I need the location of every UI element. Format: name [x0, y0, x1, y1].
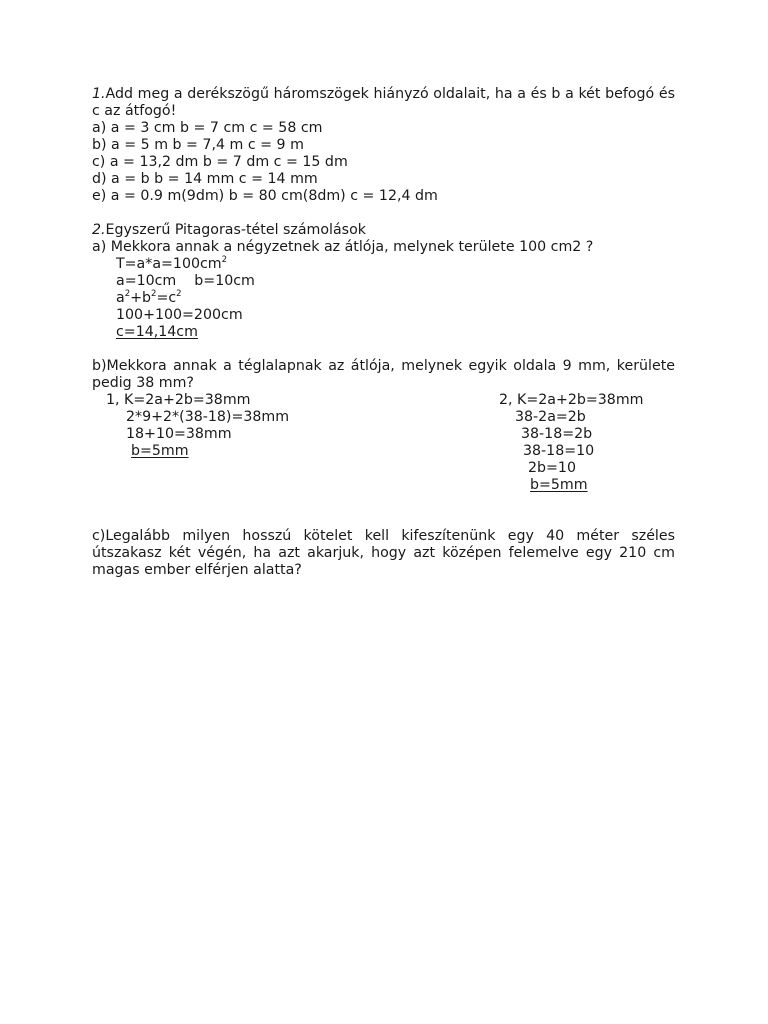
q2a-sum: 100+100=200cm	[116, 307, 243, 323]
q2b-left-line-2: 2*9+2*(38-18)=38mm	[126, 409, 290, 425]
q1-item-c: c) a = 13,2 dm b = 7 dm c = 15 dm	[92, 154, 348, 170]
q2b-question: b)Mekkora annak a téglalapnak az átlója, melynek egyik oldala 9 mm, kerülete pedig 38 mm?	[92, 358, 675, 391]
q2b-right-line-3: 38-18=2b	[521, 426, 593, 442]
q2a-area-formula-text: T=a*a=100cm	[116, 256, 222, 272]
q2-title: Egyszerű Pitagoras-tétel számolások	[105, 222, 366, 238]
q2a-pyth-b: +b	[130, 290, 152, 306]
q1-item-a: a) a = 3 cm b = 7 cm c = 58 cm	[92, 120, 323, 136]
q2b-right-line-1: 2, K=2a+2b=38mm	[499, 392, 644, 408]
q2a-sides: a=10cm b=10cm	[116, 273, 255, 289]
q2a-pyth-c: =c	[156, 290, 177, 306]
q2a-pyth-exp2: 2	[151, 289, 157, 299]
q1-item-b: b) a = 5 m b = 7,4 m c = 9 m	[92, 137, 304, 153]
q2b-right-line-4: 38-18=10	[523, 443, 595, 459]
q1-heading	[92, 86, 675, 120]
q2b-left-result: b=5mm	[131, 443, 189, 459]
q2a-area-formula	[116, 256, 227, 273]
q2-heading	[92, 222, 366, 239]
q2a-pyth-exp3: 2	[176, 289, 182, 299]
q1-number: 1.	[92, 86, 106, 102]
q2b-right-result: b=5mm	[530, 477, 588, 493]
q2-number: 2.	[92, 222, 106, 238]
q2a-area-formula-exponent: 2	[221, 255, 228, 265]
q1-item-d: d) a = b b = 14 mm c = 14 mm	[92, 171, 318, 187]
q2b-right-line-2: 38-2a=2b	[515, 409, 586, 425]
q1-text: Add meg a derékszögű háromszögek hiányzó oldalait, ha a és b a két befogó és c az átfogó!	[92, 86, 675, 119]
q2a-pyth-a: a	[116, 290, 125, 306]
q2a-pythagoras-formula	[116, 290, 182, 307]
q2a-pyth-exp1: 2	[124, 289, 131, 299]
q2c-question: c)Legalább milyen hosszú kötelet kell kifeszítenünk egy 40 méter széles útszakasz két végén, ha azt akarjuk, hogy azt középen felemelve egy 210 cm magas ember elférjen alatta?	[92, 528, 675, 578]
q2a-result: c=14,14cm	[116, 324, 198, 340]
q2b-left-line-1: 1, K=2a+2b=38mm	[106, 392, 251, 408]
q2b-right-line-5: 2b=10	[528, 460, 576, 476]
q2a-question: a) Mekkora annak a négyzetnek az átlója, melynek területe 100 cm2 ?	[92, 239, 594, 255]
q2b-left-line-3: 18+10=38mm	[126, 426, 232, 442]
q1-item-e: e) a = 0.9 m(9dm) b = 80 cm(8dm) c = 12,4 dm	[92, 188, 438, 204]
